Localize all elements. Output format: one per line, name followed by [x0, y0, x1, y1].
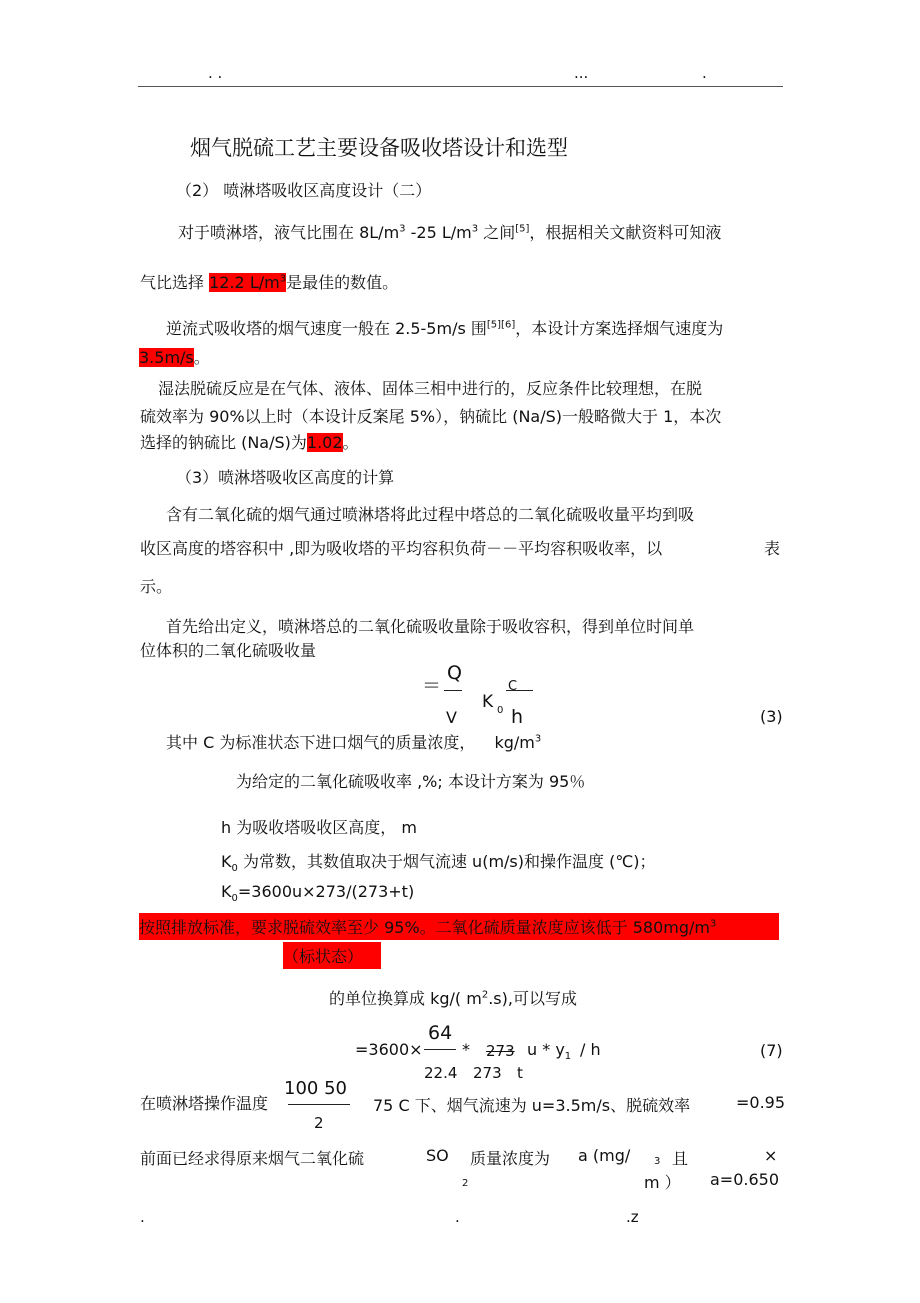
so2-symbol: SO	[426, 1146, 449, 1165]
def1-text: 其中 C 为标准状态下进口烟气的质量浓度，	[166, 733, 476, 752]
paragraph-wet-desulfurization-l2: 硫效率为 90%以上时（本设计反案尾 5%），钠硫比 (Na/S)一般略微大于 1，本次	[140, 407, 722, 426]
formula-7-numerator-64: 64	[428, 1022, 453, 1044]
ratio-value: 12.2 L/m	[209, 273, 280, 292]
formula-7-u-y-text: u * y	[527, 1040, 565, 1059]
formula-3-K: K	[482, 692, 494, 712]
so2-concentration-label: 前面已经求得原来烟气二氧化硫	[140, 1149, 365, 1168]
header-left-dots: . .	[208, 64, 223, 82]
formula-3-equals: ＝	[422, 675, 442, 697]
concentration-unit: a (mg/	[578, 1146, 631, 1165]
formula-3-Q: Q	[447, 662, 462, 684]
paragraph-definition-l1: 首先给出定义，喷淋塔总的二氧化硫吸收量除于吸收容积，得到单位时间单	[166, 617, 695, 636]
formula-3-V: V	[446, 708, 457, 727]
formula-7-denominator-273: 273	[473, 1064, 502, 1082]
def4-K: K	[221, 852, 232, 871]
definition-h: h 为吸收塔吸收区高度， m	[221, 818, 417, 837]
formula-7-numerator-273: 273	[486, 1042, 515, 1060]
definition-K0-formula	[221, 882, 415, 905]
formula-7-fraction-bar-1	[424, 1049, 456, 1050]
standard-state-highlight: （标状态）	[283, 942, 381, 969]
efficiency-value: =0.95	[736, 1093, 786, 1112]
concentration-label: 质量浓度为	[470, 1149, 551, 1168]
definition-K0	[221, 849, 656, 875]
header-mid-dots: ...	[574, 64, 589, 82]
p1-text-a: 对于喷淋塔，液气比围在 8L/m	[178, 223, 400, 242]
formula-7-star: *	[462, 1040, 470, 1059]
p1-sup-a: 3	[399, 223, 406, 235]
def5-K-sub: 0	[231, 893, 238, 905]
temperature-line-label: 在喷淋塔操作温度	[140, 1094, 269, 1113]
formula-3-h: h	[511, 706, 524, 728]
paragraph-liquid-gas-ratio	[178, 220, 721, 243]
paragraph-gas-velocity-line1	[166, 316, 723, 339]
formula-3-C: C	[508, 679, 518, 694]
p1-text-d: ，根据相关文献资料可知液	[529, 223, 722, 242]
formula-7-u-y	[527, 1040, 572, 1063]
temperature-denominator: 2	[314, 1114, 324, 1132]
highlight-velocity-value: 3.5m/s	[139, 348, 194, 367]
p1-text-b: -25 L/m	[410, 223, 472, 242]
formula-3-fraction-bar-2	[506, 690, 533, 691]
p3-ref: [5][6]	[486, 319, 516, 331]
concentration-unit-sup: 3	[654, 1156, 661, 1167]
temperature-numerator: 100 50	[284, 1078, 347, 1099]
formula-7-y-sub: 1	[564, 1051, 572, 1063]
section-3-heading: （3）喷淋塔吸收区高度的计算	[176, 468, 395, 487]
definition-C	[166, 730, 541, 753]
section-2-heading: （2） 喷淋塔吸收区高度设计（二）	[176, 181, 432, 200]
footer-mid-dot: .	[455, 1208, 460, 1226]
def4-K-sub: 0	[231, 863, 238, 875]
paragraph-gas-velocity-line2	[139, 345, 210, 368]
emission-standard-text: 按照排放标准，要求脱硫效率至少 95%。二氧化硫质量浓度应该低于 580mg/m	[139, 918, 710, 937]
formula-7-denominator-t: t	[517, 1064, 523, 1082]
emission-standard-highlight	[139, 913, 779, 940]
formula-7-denominator-22-4: 22.4	[424, 1064, 458, 1082]
paragraph-ratio-choice	[140, 270, 398, 293]
def1-unit-sup: 3	[534, 733, 542, 745]
p3-text-b: ，本设计方案选择烟气速度为	[515, 319, 724, 338]
footer-left-dot: .	[140, 1208, 145, 1226]
p2-text-a: 气比选择	[140, 273, 205, 292]
a-value: a=0.650	[710, 1170, 780, 1189]
p1-sup-b: 3	[471, 223, 479, 235]
header-right-dot: .	[702, 64, 707, 82]
paragraph-volume-load-biao: 表	[764, 539, 781, 558]
formula-7-lhs: =3600×	[355, 1040, 423, 1059]
def5-K: K	[221, 882, 232, 901]
p3-text-a: 逆流式吸收塔的烟气速度一般在 2.5-5m/s 围	[166, 319, 487, 338]
paragraph-wet-desulfurization-l1: 湿法脱硫反应是在气体、液体、固体三相中进行的，反应条件比较理想，在脱	[158, 379, 703, 398]
formula-3-number: (3)	[760, 707, 783, 726]
p4-text-a: 选择的钠硫比 (Na/S)为	[140, 433, 307, 452]
formula-3-fraction-bar-1	[444, 690, 462, 691]
formula-7-h: / h	[580, 1040, 601, 1059]
ratio-sup: 3	[279, 273, 287, 285]
page-title: 烟气脱硫工艺主要设备吸收塔设计和选型	[190, 136, 568, 160]
formula-7-number: (7)	[760, 1041, 783, 1060]
times-sign: ×	[764, 1146, 778, 1165]
def1-unit: kg/m	[494, 733, 535, 752]
highlight-na-s-ratio: 1.02	[306, 433, 343, 452]
unit-text-a: 的单位换算成 kg/( m	[329, 989, 482, 1008]
p4-end: 。	[342, 433, 359, 452]
paragraph-volume-load-l3: 示。	[140, 577, 173, 596]
formula-3-K-subscript: 0	[497, 705, 504, 716]
highlight-ratio-value	[209, 273, 286, 292]
paragraph-volume-load-l2: 收区高度的塔容积中 ,即为吸收塔的平均容积负荷－－平均容积吸收率，以	[140, 539, 663, 558]
and-word: 且	[672, 1149, 689, 1168]
def4-text: 为常数，其数值取决于烟气流速 u(m/s)和操作温度 (℃)；	[242, 852, 656, 871]
unit-text-b: .s),可以写成	[488, 989, 577, 1008]
unit-sup: 2	[481, 989, 489, 1001]
emission-standard-sup: 3	[710, 918, 717, 930]
so2-subscript: 2	[462, 1178, 469, 1189]
temperature-line-text: 75 C 下、烟气流速为 u=3.5m/s、脱硫效率	[373, 1096, 691, 1115]
paragraph-wet-desulfurization-l3	[140, 430, 359, 453]
p3-end: 。	[193, 348, 210, 367]
definition-eta: 为给定的二氧化硫吸收率 ,%; 本设计方案为 95％	[236, 772, 586, 791]
p1-text-c: 之间	[483, 223, 516, 242]
footer-right-mark: .z	[626, 1208, 639, 1226]
temperature-fraction-bar	[288, 1104, 350, 1105]
p1-ref: [5]	[515, 223, 530, 235]
concentration-unit-m: m ）	[644, 1173, 681, 1192]
paragraph-definition-l2: 位体积的二氧化硫吸收量	[140, 641, 317, 660]
def5-text: =3600u×273/(273+t)	[237, 882, 415, 901]
unit-conversion-line	[329, 986, 577, 1009]
paragraph-volume-load-l1: 含有二氧化硫的烟气通过喷淋塔将此过程中塔总的二氧化硫吸收量平均到吸	[166, 505, 695, 524]
header-rule	[138, 86, 783, 87]
p2-text-b: 是最佳的数值。	[286, 273, 399, 292]
